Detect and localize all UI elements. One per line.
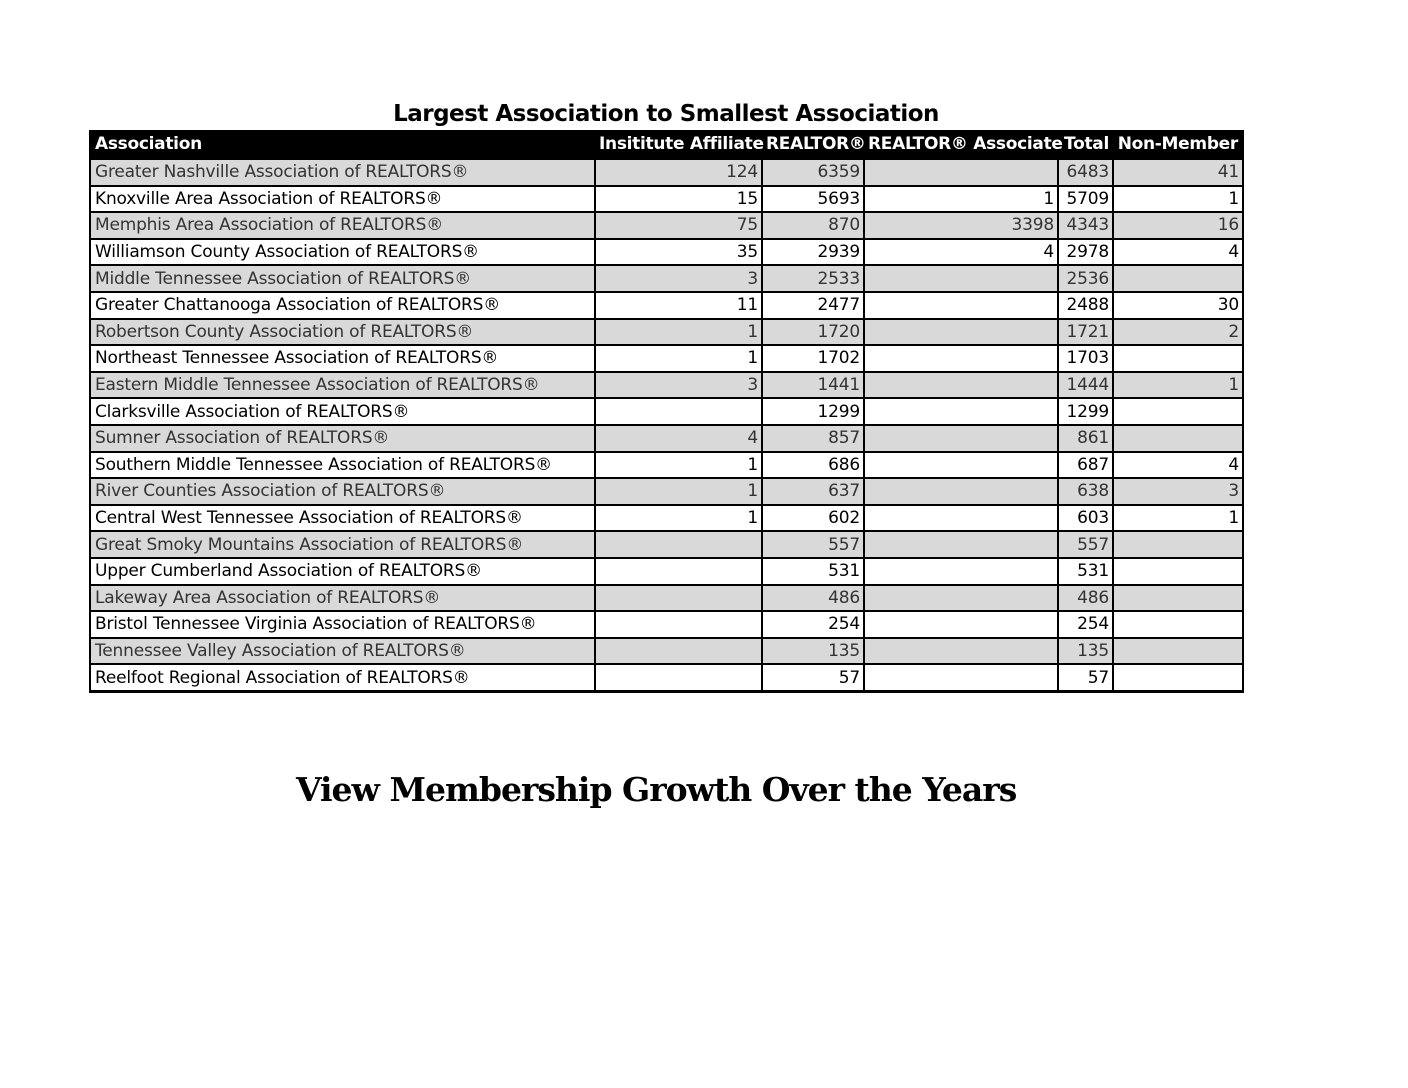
cell-realtor: 1702 [762, 345, 864, 372]
cell-institute-affiliate: 3 [595, 265, 762, 292]
cell-realtor-associate [864, 159, 1058, 186]
table-row [90, 505, 1243, 532]
cell-realtor-associate [864, 638, 1058, 665]
table-header-row [90, 130, 1243, 159]
cell-realtor: 870 [762, 212, 864, 239]
cell-institute-affiliate: 1 [595, 478, 762, 505]
cell-realtor: 686 [762, 452, 864, 479]
cell-non-member [1113, 265, 1243, 292]
cell-institute-affiliate: 1 [595, 505, 762, 532]
table-row [90, 186, 1243, 213]
cell-realtor-associate [864, 319, 1058, 346]
cell-non-member: 1 [1113, 186, 1243, 213]
cell-institute-affiliate: 3 [595, 372, 762, 399]
table-row [90, 212, 1243, 239]
cell-non-member: 16 [1113, 212, 1243, 239]
table-row [90, 292, 1243, 319]
cell-realtor: 2477 [762, 292, 864, 319]
cell-realtor: 5693 [762, 186, 864, 213]
cell-association: Tennessee Valley Association of REALTORS® [90, 638, 595, 665]
cell-institute-affiliate: 1 [595, 319, 762, 346]
cell-non-member: 41 [1113, 159, 1243, 186]
cell-realtor: 57 [762, 664, 864, 691]
cell-non-member: 1 [1113, 372, 1243, 399]
table-row [90, 558, 1243, 585]
table-row [90, 585, 1243, 612]
cell-realtor: 602 [762, 505, 864, 532]
page-title: Largest Association to Smallest Association [393, 101, 939, 127]
cell-realtor: 857 [762, 425, 864, 452]
cell-realtor-associate [864, 452, 1058, 479]
cell-total: 1444 [1058, 372, 1113, 399]
cell-non-member [1113, 558, 1243, 585]
table-row [90, 398, 1243, 425]
cell-total: 638 [1058, 478, 1113, 505]
cell-association: Greater Chattanooga Association of REALTORS® [90, 292, 595, 319]
cell-total: 557 [1058, 531, 1113, 558]
cell-institute-affiliate [595, 638, 762, 665]
cell-total: 2488 [1058, 292, 1113, 319]
cell-non-member [1113, 398, 1243, 425]
cell-total: 2978 [1058, 239, 1113, 266]
cell-total: 1703 [1058, 345, 1113, 372]
cell-total: 4343 [1058, 212, 1113, 239]
cell-non-member [1113, 345, 1243, 372]
cell-total: 1721 [1058, 319, 1113, 346]
cell-realtor: 531 [762, 558, 864, 585]
cell-realtor: 2939 [762, 239, 864, 266]
cell-institute-affiliate: 11 [595, 292, 762, 319]
cell-association: Bristol Tennessee Virginia Association of REALTORS® [90, 611, 595, 638]
cell-association: Robertson County Association of REALTORS® [90, 319, 595, 346]
cell-realtor-associate [864, 585, 1058, 612]
table-row [90, 319, 1243, 346]
cell-total: 861 [1058, 425, 1113, 452]
table-row [90, 425, 1243, 452]
table-row [90, 372, 1243, 399]
cell-institute-affiliate [595, 398, 762, 425]
cell-institute-affiliate [595, 664, 762, 691]
table-row [90, 452, 1243, 479]
cell-realtor: 254 [762, 611, 864, 638]
cell-association: Lakeway Area Association of REALTORS® [90, 585, 595, 612]
cell-realtor: 637 [762, 478, 864, 505]
cell-association: River Counties Association of REALTORS® [90, 478, 595, 505]
cell-association: Clarksville Association of REALTORS® [90, 398, 595, 425]
cell-institute-affiliate: 15 [595, 186, 762, 213]
cell-total: 531 [1058, 558, 1113, 585]
association-table [89, 130, 1244, 693]
cell-realtor: 1441 [762, 372, 864, 399]
cell-realtor-associate: 1 [864, 186, 1058, 213]
header-total: Total [1058, 130, 1113, 159]
cell-realtor-associate [864, 531, 1058, 558]
table-row [90, 611, 1243, 638]
cell-association: Reelfoot Regional Association of REALTORS® [90, 664, 595, 691]
table-row [90, 265, 1243, 292]
cell-association: Great Smoky Mountains Association of REALTORS® [90, 531, 595, 558]
cell-realtor: 135 [762, 638, 864, 665]
cell-realtor: 557 [762, 531, 864, 558]
cell-association: Central West Tennessee Association of REALTORS® [90, 505, 595, 532]
cell-realtor-associate [864, 558, 1058, 585]
table-row [90, 159, 1243, 186]
cell-total: 486 [1058, 585, 1113, 612]
cell-total: 135 [1058, 638, 1113, 665]
cell-total: 6483 [1058, 159, 1113, 186]
cell-total: 2536 [1058, 265, 1113, 292]
cell-realtor: 1720 [762, 319, 864, 346]
header-non-member: Non-Member [1113, 130, 1243, 159]
table-row [90, 638, 1243, 665]
cell-association: Southern Middle Tennessee Association of REALTORS® [90, 452, 595, 479]
cell-realtor: 6359 [762, 159, 864, 186]
cell-institute-affiliate [595, 611, 762, 638]
cell-institute-affiliate: 1 [595, 452, 762, 479]
cell-institute-affiliate: 1 [595, 345, 762, 372]
table-row [90, 239, 1243, 266]
cell-total: 57 [1058, 664, 1113, 691]
table-row [90, 478, 1243, 505]
header-institute-affiliate: Insititute Affiliate [595, 130, 762, 159]
cell-realtor-associate [864, 292, 1058, 319]
table-body [90, 159, 1243, 691]
table-row [90, 664, 1243, 691]
cell-association: Williamson County Association of REALTORS® [90, 239, 595, 266]
cell-total: 5709 [1058, 186, 1113, 213]
cell-realtor-associate: 3398 [864, 212, 1058, 239]
cell-association: Upper Cumberland Association of REALTORS® [90, 558, 595, 585]
cell-total: 603 [1058, 505, 1113, 532]
cell-non-member: 4 [1113, 239, 1243, 266]
cell-realtor-associate [864, 372, 1058, 399]
cell-association: Middle Tennessee Association of REALTORS® [90, 265, 595, 292]
cell-institute-affiliate [595, 531, 762, 558]
cell-realtor-associate: 4 [864, 239, 1058, 266]
cell-non-member [1113, 611, 1243, 638]
cell-institute-affiliate [595, 558, 762, 585]
cell-institute-affiliate [595, 585, 762, 612]
header-realtor-associate: REALTOR® Associate [864, 130, 1058, 159]
cell-non-member [1113, 585, 1243, 612]
cell-realtor-associate [864, 345, 1058, 372]
cell-realtor-associate [864, 478, 1058, 505]
cell-non-member [1113, 638, 1243, 665]
cell-realtor-associate [864, 664, 1058, 691]
cell-total: 254 [1058, 611, 1113, 638]
cell-non-member [1113, 664, 1243, 691]
header-association: Association [90, 130, 595, 159]
cell-association: Northeast Tennessee Association of REALTORS® [90, 345, 595, 372]
cell-total: 1299 [1058, 398, 1113, 425]
cell-realtor-associate [864, 611, 1058, 638]
cell-realtor-associate [864, 398, 1058, 425]
cell-institute-affiliate: 124 [595, 159, 762, 186]
cell-non-member: 4 [1113, 452, 1243, 479]
table-row [90, 531, 1243, 558]
cell-realtor-associate [864, 425, 1058, 452]
cell-realtor: 2533 [762, 265, 864, 292]
cell-realtor-associate [864, 505, 1058, 532]
cell-association: Greater Nashville Association of REALTORS® [90, 159, 595, 186]
cell-non-member: 30 [1113, 292, 1243, 319]
cell-non-member [1113, 531, 1243, 558]
cell-realtor-associate [864, 265, 1058, 292]
cell-association: Sumner Association of REALTORS® [90, 425, 595, 452]
cell-association: Knoxville Area Association of REALTORS® [90, 186, 595, 213]
cell-non-member: 3 [1113, 478, 1243, 505]
table-row [90, 345, 1243, 372]
cell-total: 687 [1058, 452, 1113, 479]
cell-institute-affiliate: 75 [595, 212, 762, 239]
cell-realtor: 486 [762, 585, 864, 612]
cell-non-member: 1 [1113, 505, 1243, 532]
cell-association: Memphis Area Association of REALTORS® [90, 212, 595, 239]
cell-institute-affiliate: 35 [595, 239, 762, 266]
membership-growth-link[interactable]: View Membership Growth Over the Years [296, 770, 1017, 809]
cell-non-member [1113, 425, 1243, 452]
cell-non-member: 2 [1113, 319, 1243, 346]
header-realtor: REALTOR® [762, 130, 864, 159]
cell-association: Eastern Middle Tennessee Association of REALTORS® [90, 372, 595, 399]
cell-realtor: 1299 [762, 398, 864, 425]
cell-institute-affiliate: 4 [595, 425, 762, 452]
